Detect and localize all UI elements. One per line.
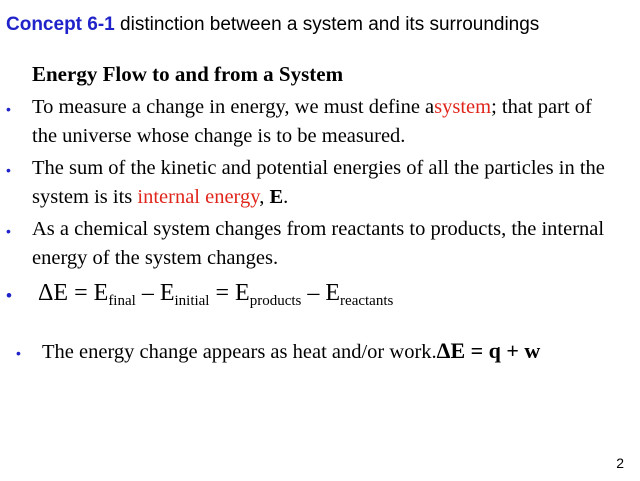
energy-symbol: E — [269, 186, 284, 208]
internal-energy-term: internal energy — [137, 186, 260, 208]
bullet-marker: • — [6, 286, 12, 305]
equals-sign: = — [74, 280, 88, 306]
e-symbol: E — [93, 280, 109, 306]
bullet-system-change: As a chemical system changes from reactants to products, the internal energy of the system changes. — [32, 218, 605, 269]
e-symbol: E — [235, 280, 250, 306]
bullet-marker: • — [6, 101, 11, 117]
e-symbol: E — [159, 280, 175, 306]
subscript-initial: initial — [174, 293, 210, 309]
subscript-products: products — [249, 293, 302, 309]
bullet-text: . — [283, 186, 289, 208]
concept-label: Concept 6-1 — [6, 14, 115, 35]
subscript-reactants: reactants — [340, 293, 394, 309]
bullet-internal-energy — [32, 154, 612, 212]
subheading: Energy Flow to and from a System — [32, 62, 344, 86]
minus-sign: – — [307, 280, 320, 306]
system-term: system — [434, 96, 492, 118]
bullet-marker: • — [16, 345, 21, 361]
subscript-final: final — [108, 293, 136, 309]
bullet-text: , — [259, 186, 270, 208]
energy-formula: ΔE = q + w — [436, 338, 541, 363]
concept-text: distinction between a system and its surroundings — [120, 14, 540, 35]
equals-sign: = — [215, 280, 230, 306]
bullet-text: To measure a change in energy, we must define a — [32, 96, 435, 118]
e-symbol: E — [325, 280, 341, 306]
delta-e: ΔE — [38, 280, 69, 306]
bullet-text: ; that part of the universe whose change is to be measured. — [32, 96, 592, 147]
bullet-text: The sum of the kinetic and potential energies of all the particles in the system is its — [32, 157, 605, 208]
bullet-text: The energy change appears as heat and/or work. — [42, 341, 437, 363]
energy-equation — [38, 280, 393, 310]
bullet-marker: • — [6, 223, 11, 239]
bullet-system-definition — [32, 93, 612, 151]
page-number: 2 — [616, 455, 624, 471]
bullet-marker: • — [6, 162, 11, 178]
bullet-heat-work — [42, 338, 540, 364]
slide-title — [6, 14, 539, 36]
minus-sign: – — [141, 280, 154, 306]
